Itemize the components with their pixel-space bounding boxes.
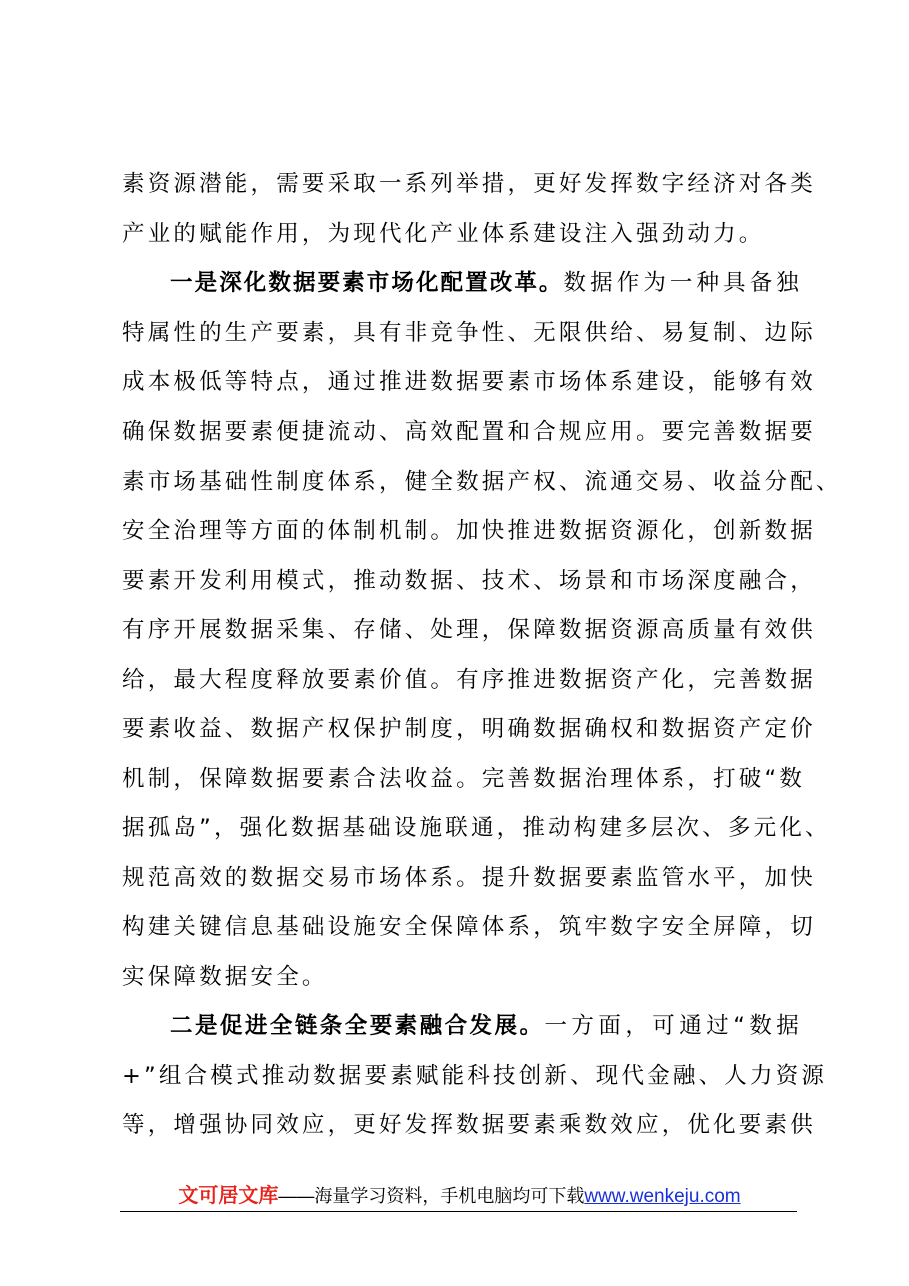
body-line: 构建关键信息基础设施安全保障体系，筑牢数字安全屏障，切 (122, 914, 816, 940)
body-line: 规范高效的数据交易市场体系。提升数据要素监管水平，加快 (122, 865, 816, 891)
body-line: 素资源潜能，需要采取一系列举措，更好发挥数字经济对各类 (122, 171, 816, 197)
footer-brand: 文可居文库 (178, 1183, 279, 1207)
body-line: 特属性的生产要素，具有非竞争性、无限供给、易复制、边际 (122, 320, 816, 346)
body-line: 成本极低等特点，通过推进数据要素市场体系建设，能够有效 (122, 369, 816, 395)
paragraph-2-heading: 二是促进全链条全要素融合发展。 (170, 1013, 545, 1039)
paragraph-2-first-line (170, 1006, 802, 1046)
body-line: 等，增强协同效应，更好发挥数据要素乘数效应，优化要素供 (122, 1112, 816, 1138)
paragraph-1-first-line (170, 263, 802, 303)
body-line: 有序开展数据采集、存储、处理，保障数据资源高质量有效供 (122, 617, 816, 643)
body-line: 确保数据要素便捷流动、高效配置和合规应用。要完善数据要 (122, 419, 816, 445)
body-line: 安全治理等方面的体制机制。加快推进数据资源化，创新数据 (122, 518, 816, 544)
body-line: +”组合模式推动数据要素赋能科技创新、现代金融、人力资源 (122, 1063, 828, 1089)
footer-link[interactable]: www.wenkeju.com (584, 1186, 741, 1207)
paragraph-2-lead: 一方面，可通过“数据 (544, 1013, 802, 1039)
body-line: 产业的赋能作用，为现代化产业体系建设注入强劲动力。 (122, 221, 765, 247)
body-line: 机制，保障数据要素合法收益。完善数据治理体系，打破“数 (122, 766, 806, 792)
body-line: 要素开发利用模式，推动数据、技术、场景和市场深度融合， (122, 568, 816, 594)
paragraph-1-lead: 数据作为一种具备独 (563, 270, 802, 296)
body-line: 要素收益、数据产权保护制度，明确数据确权和数据资产定价 (122, 716, 816, 742)
footer-tagline: ——海量学习资料，手机电脑均可下载 (278, 1186, 585, 1206)
body-line: 给，最大程度释放要素价值。有序推进数据资产化，完善数据 (122, 667, 816, 693)
footer-divider (120, 1211, 797, 1212)
body-line: 素市场基础性制度体系，健全数据产权、流通交易、收益分配、 (122, 469, 842, 495)
page-footer (122, 1178, 797, 1212)
body-line: 实保障数据安全。 (122, 964, 328, 990)
paragraph-1-heading: 一是深化数据要素市场化配置改革。 (170, 270, 564, 296)
body-line: 据孤岛”，强化数据基础设施联通，推动构建多层次、多元化、 (122, 815, 831, 841)
